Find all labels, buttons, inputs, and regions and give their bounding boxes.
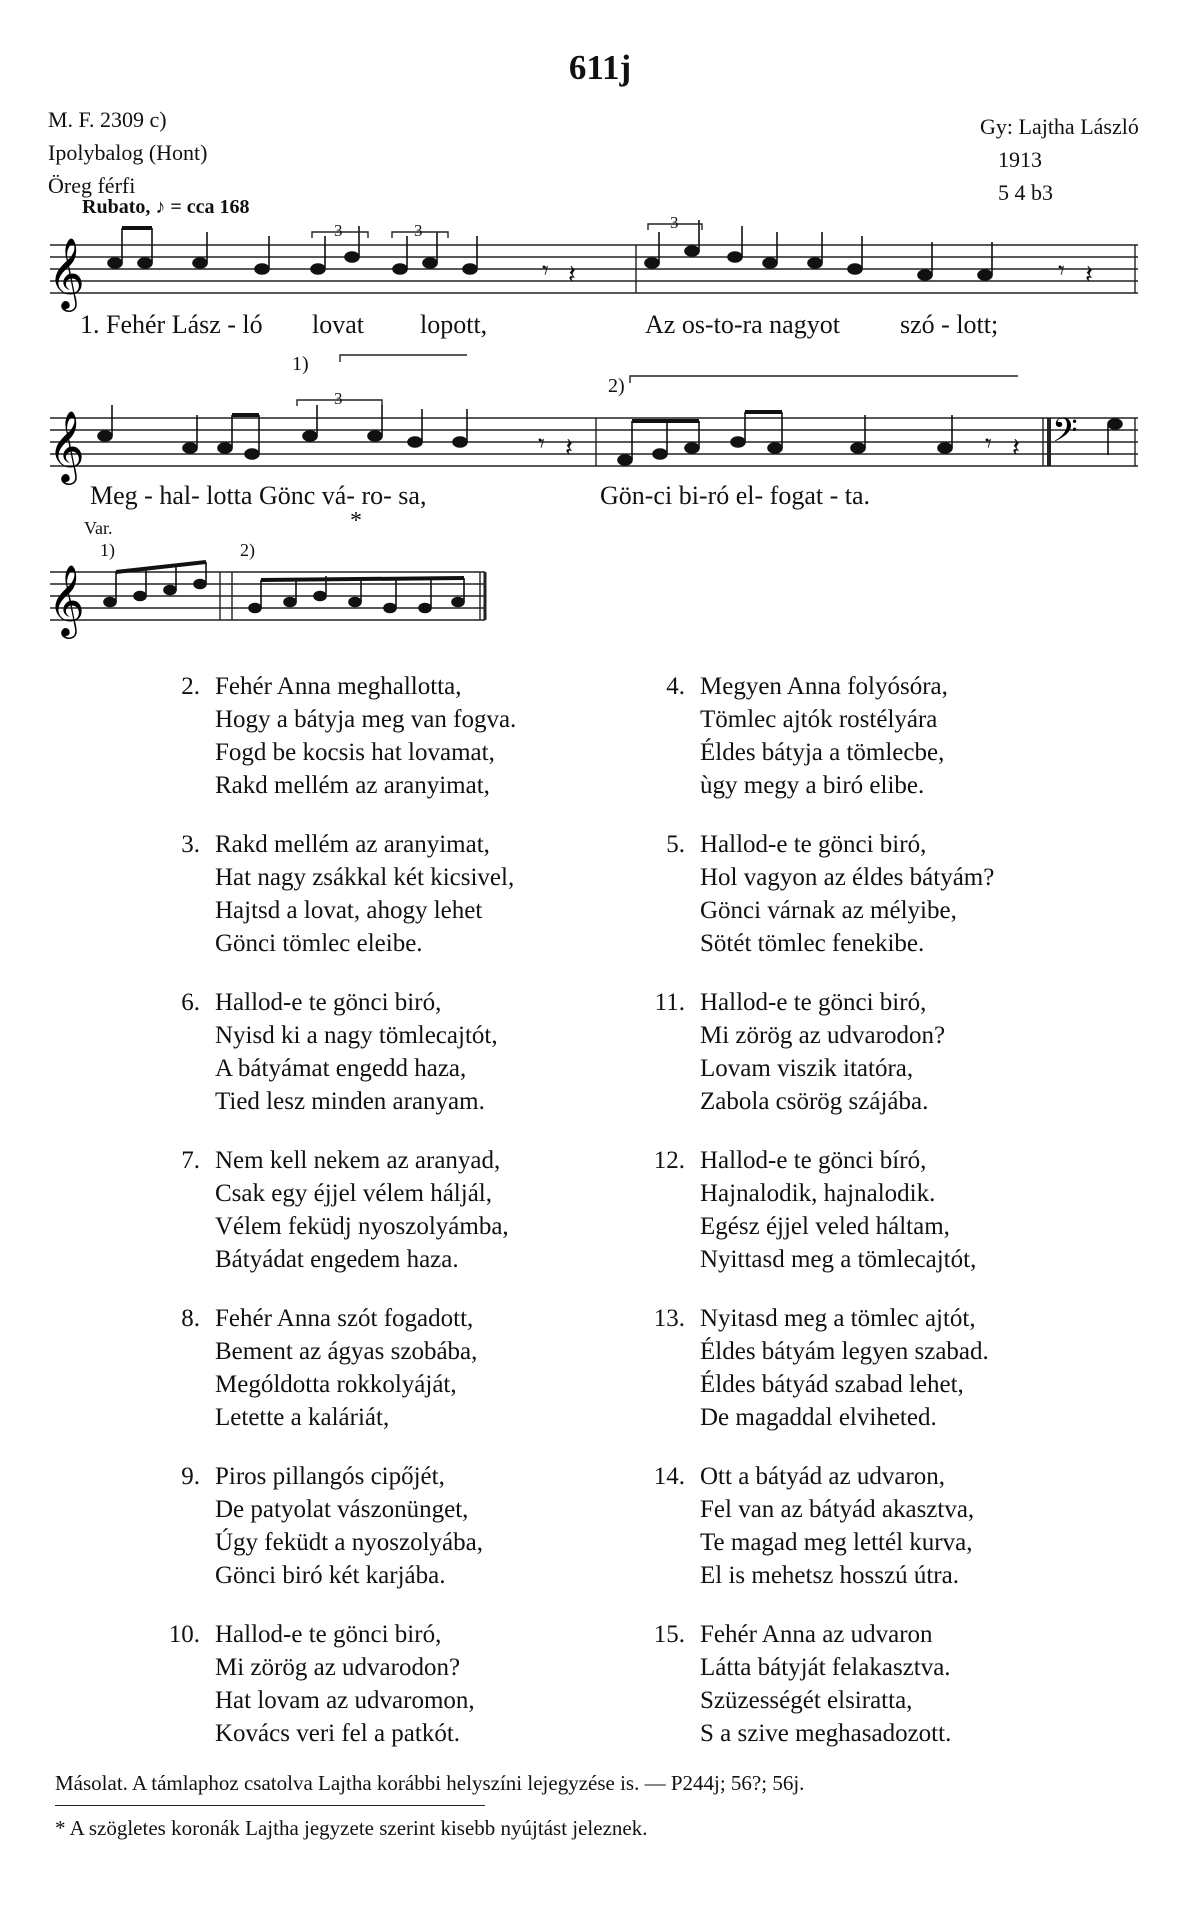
stanza-number: 6. bbox=[181, 989, 200, 1016]
verse-line: Hogy a bátyja meg van fogva. bbox=[215, 706, 517, 733]
source-note: Másolat. A támlaphoz csatolva Lajtha korábbi helyszíni lejegyzése is. — P244j; 56?; 56j. bbox=[55, 1771, 805, 1795]
verse-line: Fogd be kocsis hat lovamat, bbox=[215, 739, 495, 766]
rest-icon: 𝄾 bbox=[538, 429, 545, 459]
stanza bbox=[140, 670, 590, 802]
verse-line: Gönci biró két karjába. bbox=[215, 1562, 446, 1589]
treble-clef-icon: 𝄞 bbox=[48, 563, 85, 636]
verse-line: Éldes bátyád szabad lehet, bbox=[700, 1371, 964, 1398]
stanza bbox=[625, 1144, 1145, 1276]
verse-line: Piros pillangós cipőjét, bbox=[215, 1463, 445, 1490]
verse-line: Hajtsd a lovat, ahogy lehet bbox=[215, 897, 483, 924]
cadence-code: 5 4 b3 bbox=[998, 180, 1053, 205]
stanza bbox=[625, 670, 1145, 802]
rest-icon: 𝄾 bbox=[985, 429, 992, 459]
stanza-number: 8. bbox=[181, 1305, 200, 1332]
staff-1-notes bbox=[108, 220, 992, 280]
verse-line: Nem kell nekem az aranyad, bbox=[215, 1147, 501, 1174]
verse-line: Fehér Anna az udvaron bbox=[700, 1621, 933, 1648]
stanza bbox=[625, 986, 1145, 1118]
stanza bbox=[140, 1302, 590, 1434]
page-number: 611j bbox=[568, 48, 632, 87]
lyric-line-2b: Gön-ci bi-ró el- fogat - ta. bbox=[600, 481, 871, 510]
verse-line: Nyisd ki a nagy tömlecajtót, bbox=[215, 1022, 498, 1049]
staff-1 bbox=[50, 245, 1138, 293]
eighth-note-icon: ♪ bbox=[155, 196, 166, 218]
verse-line: Csak egy éjjel vélem háljál, bbox=[215, 1180, 492, 1207]
verse-line: Ott a bátyád az udvaron, bbox=[700, 1463, 946, 1490]
rest-icon: 𝄾 bbox=[1058, 256, 1065, 286]
footnotes bbox=[55, 1765, 804, 1847]
verse-line: Sötét tömlec fenekibe. bbox=[700, 930, 925, 957]
stanza-number: 14. bbox=[653, 1463, 685, 1490]
lyric-line-1b: lovat bbox=[312, 310, 364, 339]
lyric-line-1d: Az os-to-ra nagyot bbox=[645, 310, 840, 339]
verse-line: Bement az ágyas szobába, bbox=[215, 1338, 478, 1365]
verse-line: Mególdotta rokkolyáját, bbox=[215, 1371, 457, 1398]
verse-line: Hallod-e te gönci biró, bbox=[215, 1621, 442, 1648]
rest-icon: 𝄽 bbox=[1085, 260, 1093, 290]
stanza-number: 13. bbox=[653, 1305, 685, 1332]
stanza bbox=[140, 1460, 590, 1592]
lyric-line-1c: lopott, bbox=[420, 310, 488, 339]
stanza-number: 3. bbox=[181, 831, 200, 858]
year: 1913 bbox=[998, 147, 1042, 172]
verse-line: Úgy feküdt a nyoszolyába, bbox=[215, 1529, 483, 1556]
verse-line: Egész éjjel veled háltam, bbox=[700, 1213, 950, 1240]
stanza-number: 10. bbox=[168, 1621, 200, 1648]
verse-line: Hallod-e te gönci biró, bbox=[215, 989, 442, 1016]
verse-line: Vélem feküdj nyoszolyámba, bbox=[215, 1213, 509, 1240]
verse-line: Fel van az bátyád akasztva, bbox=[700, 1496, 975, 1523]
verse-line: Hol vagyon az éldes bátyám? bbox=[700, 864, 995, 891]
lyric-line-2a: Meg - hal- lotta Gönc vá- ro- sa, bbox=[90, 481, 427, 510]
verse-line: ùgy megy a biró elibe. bbox=[700, 772, 925, 799]
stanza bbox=[140, 1618, 590, 1750]
triplet-label: 3 bbox=[334, 389, 343, 408]
verse-line: Szüzességét elsiratta, bbox=[700, 1687, 913, 1714]
var-label: Var. bbox=[84, 518, 113, 538]
verse-line: Hallod-e te gönci bíró, bbox=[700, 1147, 927, 1174]
rest-icon: 𝄾 bbox=[542, 256, 549, 286]
stanza-number: 9. bbox=[181, 1463, 200, 1490]
verse-line: Fehér Anna szót fogadott, bbox=[215, 1305, 474, 1332]
stanza bbox=[140, 1144, 590, 1276]
asterisk-mark: * bbox=[350, 508, 362, 534]
stanza bbox=[625, 1618, 1145, 1750]
verse-line: Lovam viszik itatóra, bbox=[700, 1055, 914, 1082]
verse-line: Látta bátyját felakasztva. bbox=[700, 1654, 951, 1681]
stanza-number: 4. bbox=[666, 673, 685, 700]
verse-line: Kovács veri fel a patkót. bbox=[215, 1720, 461, 1747]
verse-line: Tömlec ajtók rostélyára bbox=[700, 706, 938, 733]
rest-icon: 𝄽 bbox=[565, 433, 573, 463]
collector: Gy: Lajtha László bbox=[980, 114, 1139, 139]
stanza bbox=[140, 986, 590, 1118]
verse-line: Gönci tömlec eleibe. bbox=[215, 930, 423, 957]
staff-3-notes bbox=[104, 562, 464, 613]
verse-line: Hat lovam az udvaromon, bbox=[215, 1687, 475, 1714]
verse-line: De magaddal elviheted. bbox=[700, 1404, 937, 1431]
location: Ipolybalog (Hont) bbox=[48, 140, 208, 165]
tempo-label: Rubato, bbox=[82, 196, 151, 218]
verse-line: Éldes bátyám legyen szabad. bbox=[700, 1338, 989, 1365]
stanza-number: 11. bbox=[654, 989, 685, 1016]
lyric-line-1e: szó - lott; bbox=[900, 310, 999, 339]
verses-right-column bbox=[625, 670, 1145, 1776]
verse-line: Rakd mellém az aranyimat, bbox=[215, 831, 490, 858]
rest-icon: 𝄽 bbox=[1012, 433, 1020, 463]
verse-line: Mi zörög az udvarodon? bbox=[700, 1022, 946, 1049]
verse-line: Nyittasd meg a tömlecajtót, bbox=[700, 1246, 977, 1273]
var-volta-label: 2) bbox=[240, 540, 255, 560]
verse-line: Te magad meg lettél kurva, bbox=[700, 1529, 973, 1556]
verse-line: Mi zörög az udvarodon? bbox=[215, 1654, 461, 1681]
lyric-line-1a: 1. Fehér Lász - ló bbox=[80, 310, 263, 339]
verse-line: Gönci várnak az mélyibe, bbox=[700, 897, 957, 924]
verse-line: Hallod-e te gönci biró, bbox=[700, 831, 927, 858]
verse-line: Zabola csörög szájába. bbox=[700, 1088, 929, 1115]
staff-2-notes bbox=[98, 405, 1122, 465]
treble-clef-icon: 𝄞 bbox=[48, 409, 85, 482]
stanza bbox=[625, 828, 1145, 960]
verse-line: Fehér Anna meghallotta, bbox=[215, 673, 462, 700]
volta-label: 2) bbox=[608, 375, 625, 397]
stanza bbox=[625, 1460, 1145, 1592]
stanza-number: 12. bbox=[653, 1147, 685, 1174]
verse-line: Éldes bátyja a tömlecbe, bbox=[700, 739, 945, 766]
verse-line: Nyitasd meg a tömlec ajtót, bbox=[700, 1305, 976, 1332]
rests bbox=[538, 256, 1093, 463]
verse-line: A bátyámat engedd haza, bbox=[215, 1055, 467, 1082]
verse-line: Tied lesz minden aranyam. bbox=[215, 1088, 485, 1115]
var-volta-label: 1) bbox=[100, 540, 115, 560]
bass-clef-icon: 𝄢 bbox=[1052, 412, 1078, 458]
stanza-number: 15. bbox=[653, 1621, 685, 1648]
verse-line: Rakd mellém az aranyimat, bbox=[215, 772, 490, 799]
stanza-number: 7. bbox=[181, 1147, 200, 1174]
triplet-label: 3 bbox=[670, 213, 679, 232]
verse-line: Letette a kaláriát, bbox=[215, 1404, 390, 1431]
footnote-divider bbox=[55, 1805, 485, 1806]
verse-line: El is mehetsz hosszú útra. bbox=[700, 1562, 959, 1589]
asterisk-footnote: * A szögletes koronák Lajtha jegyzete szerint kisebb nyújtást jeleznek. bbox=[55, 1816, 648, 1840]
verse-line: Hallod-e te gönci biró, bbox=[700, 989, 927, 1016]
catalog-number: M. F. 2309 c) bbox=[48, 107, 167, 132]
volta-label: 1) bbox=[292, 353, 309, 375]
verse-line: Bátyádat engedem haza. bbox=[215, 1246, 459, 1273]
verse-line: Hajnalodik, hajnalodik. bbox=[700, 1180, 936, 1207]
performer: Öreg férfi bbox=[48, 173, 136, 198]
triplet-label: 3 bbox=[334, 221, 343, 240]
stanza bbox=[140, 828, 590, 960]
triplet-label: 3 bbox=[414, 221, 423, 240]
rest-icon: 𝄽 bbox=[568, 260, 576, 290]
stanza-number: 2. bbox=[181, 673, 200, 700]
tempo-value: = cca 168 bbox=[170, 196, 250, 218]
verses-left-column bbox=[140, 670, 590, 1776]
treble-clef-icon: 𝄞 bbox=[48, 236, 85, 309]
verse-line: De patyolat vászonünget, bbox=[215, 1496, 469, 1523]
stanza-number: 5. bbox=[666, 831, 685, 858]
stanza bbox=[625, 1302, 1145, 1434]
verse-line: Megyen Anna folyósóra, bbox=[700, 673, 948, 700]
verse-line: S a szive meghasadozott. bbox=[700, 1720, 952, 1747]
staff-2 bbox=[50, 418, 1138, 466]
verse-line: Hat nagy zsákkal két kicsivel, bbox=[215, 864, 515, 891]
